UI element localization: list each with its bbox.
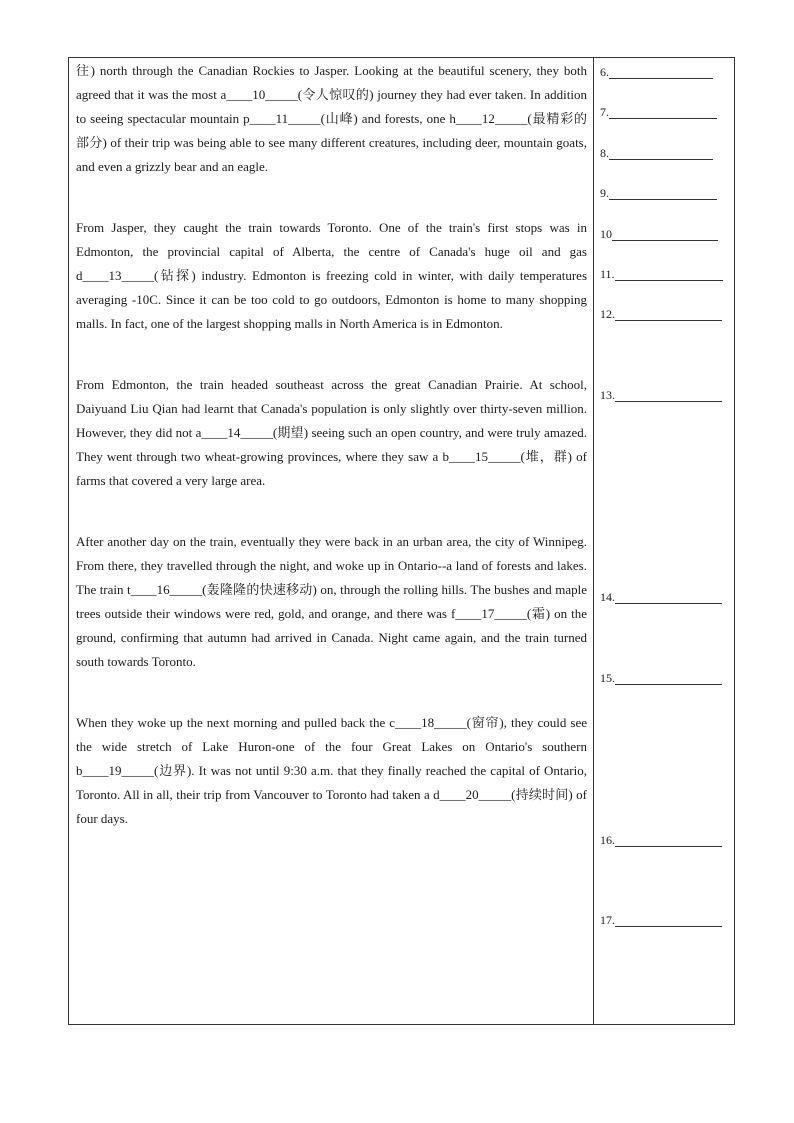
answer-blank[interactable] <box>600 590 722 604</box>
passage-paragraph: From Edmonton, the train headed southeast across the great Canadian Prairie. At school, Daiyuand Liu Qian had learnt that Canada's population is only slightly over thirty-seven million. However, they did not a____14_____(期望) seeing such an open country, and were truly amazed. They went through two wheat-growing provinces, where they saw a b____15_____(堆，群) of farms that covered a very large area. <box>76 377 587 488</box>
answer-line[interactable] <box>612 228 718 241</box>
answer-blank[interactable] <box>600 307 722 321</box>
answer-number: 8. <box>600 146 609 160</box>
answer-line[interactable] <box>609 147 713 160</box>
answer-line[interactable] <box>615 308 722 321</box>
answer-blank[interactable] <box>600 913 722 927</box>
answer-number: 13. <box>600 388 615 402</box>
answer-blank[interactable] <box>600 146 713 160</box>
answer-line[interactable] <box>615 914 722 927</box>
column-divider <box>593 57 594 1025</box>
passage-paragraph: After another day on the train, eventually they were back in an urban area, the city of Winnipeg. From there, they travelled through the night, and woke up in Ontario--a land of forests and lakes. The train t____16_____(轰隆隆的快速移动) on, through the rolling hills. The bushes and maple trees outside their windows were red, gold, and orange, and there was f____17_____(霜) on the ground, confirming that autumn had arrived in Canada. Night came again, and the train turned south towards Toronto. <box>76 534 587 669</box>
reading-passage <box>76 59 587 831</box>
answer-line[interactable] <box>609 106 717 119</box>
answer-blank[interactable] <box>600 227 718 241</box>
answer-line[interactable] <box>615 591 722 604</box>
answer-number: 14. <box>600 590 615 604</box>
answer-number: 17. <box>600 913 615 927</box>
answer-line[interactable] <box>609 66 713 79</box>
answer-blank[interactable] <box>600 65 713 79</box>
passage-paragraph: From Jasper, they caught the train towards Toronto. One of the train's first stops was in Edmonton, the provincial capital of Alberta, the centre of Canada's huge oil and gas d____13_____(钻探) industry. Edmonton is freezing cold in winter, with daily temperatures averaging -10C. Since it can be too cold to go outdoors, Edmonton is home to many shopping malls. In fact, one of the largest shopping malls in North America is in Edmonton. <box>76 220 587 331</box>
answer-number: 11. <box>600 267 615 281</box>
passage-paragraph: When they woke up the next morning and pulled back the c____18_____(窗帘), they could see the wide stretch of Lake Huron-one of the four Great Lakes on Ontario's southern b____19_____(边界). It was not until 9:30 a.m. that they finally reached the capital of Ontario, Toronto. All in all, their trip from Vancouver to Toronto had taken a d____20_____(持续时间) of four days. <box>76 715 587 826</box>
answer-line[interactable] <box>615 268 723 281</box>
answer-blank[interactable] <box>600 105 717 119</box>
answer-number: 15. <box>600 671 615 685</box>
answer-number: 16. <box>600 833 615 847</box>
answer-blank[interactable] <box>600 388 722 402</box>
answer-blank[interactable] <box>600 671 722 685</box>
answer-number: 9. <box>600 186 609 200</box>
answer-line[interactable] <box>615 672 722 685</box>
passage-paragraph: 往) north through the Canadian Rockies to Jasper. Looking at the beautiful scenery, they both agreed that it was the most a____10_____(令人惊叹的) journey they had ever taken. In addition to seeing spectacular mountain p____11_____(山峰) and forests, one h____12_____(最精彩的部分) of their trip was being able to see many different creatures, including deer, mountain goats, and even a grizzly bear and an eagle. <box>76 63 587 174</box>
answer-blank[interactable] <box>600 833 722 847</box>
answer-number: 6. <box>600 65 609 79</box>
answer-number: 7. <box>600 105 609 119</box>
answer-line[interactable] <box>615 834 722 847</box>
answer-blank[interactable] <box>600 267 723 281</box>
answer-number: 10 <box>600 227 612 241</box>
answer-line[interactable] <box>615 389 722 402</box>
answer-line[interactable] <box>609 187 717 200</box>
answer-number: 12. <box>600 307 615 321</box>
answer-blank[interactable] <box>600 186 717 200</box>
